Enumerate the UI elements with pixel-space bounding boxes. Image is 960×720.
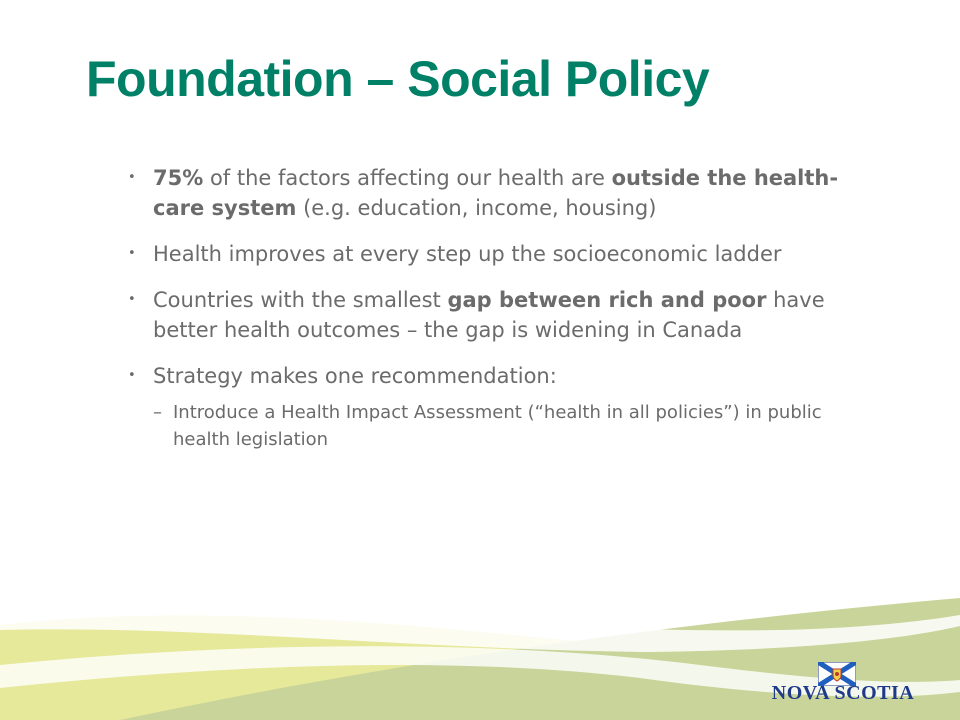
logo-text: NOVA SCOTIA (771, 682, 915, 704)
bullet-text: Strategy makes one recommendation: (153, 364, 557, 388)
bullet-text-bold: 75% (153, 166, 204, 190)
bullet-dot: • (128, 170, 136, 185)
bullet-text: have better health outcomes – the gap is widening in Canada (153, 288, 825, 342)
bullet-item (128, 285, 848, 345)
sub-bullet-text: Introduce a Health Impact Assessment (“health in all policies”) in public health legislation (173, 402, 822, 450)
bullet-text: of the factors affecting our health are (203, 166, 612, 190)
bullet-dot: • (128, 246, 136, 261)
sub-bullet-item (128, 399, 848, 453)
bullet-dot: • (128, 292, 136, 307)
sub-bullet-dash: – (153, 402, 162, 423)
bullet-list (128, 163, 848, 453)
bullet-text: Health improves at every step up the socioeconomic ladder (153, 242, 782, 266)
nova-scotia-logo (768, 662, 918, 706)
bullet-text: (e.g. education, income, housing) (296, 196, 657, 220)
bullet-text-bold: outside the health-care system (153, 166, 839, 220)
bullet-text: Countries with the smallest (153, 288, 448, 312)
bullet-item (128, 163, 848, 223)
slide-title: Foundation – Social Policy (86, 51, 710, 107)
bullet-item (128, 361, 848, 391)
bullet-item (128, 239, 848, 269)
bullet-text-bold: gap between rich and poor (447, 288, 767, 312)
bullet-dot: • (128, 368, 136, 383)
